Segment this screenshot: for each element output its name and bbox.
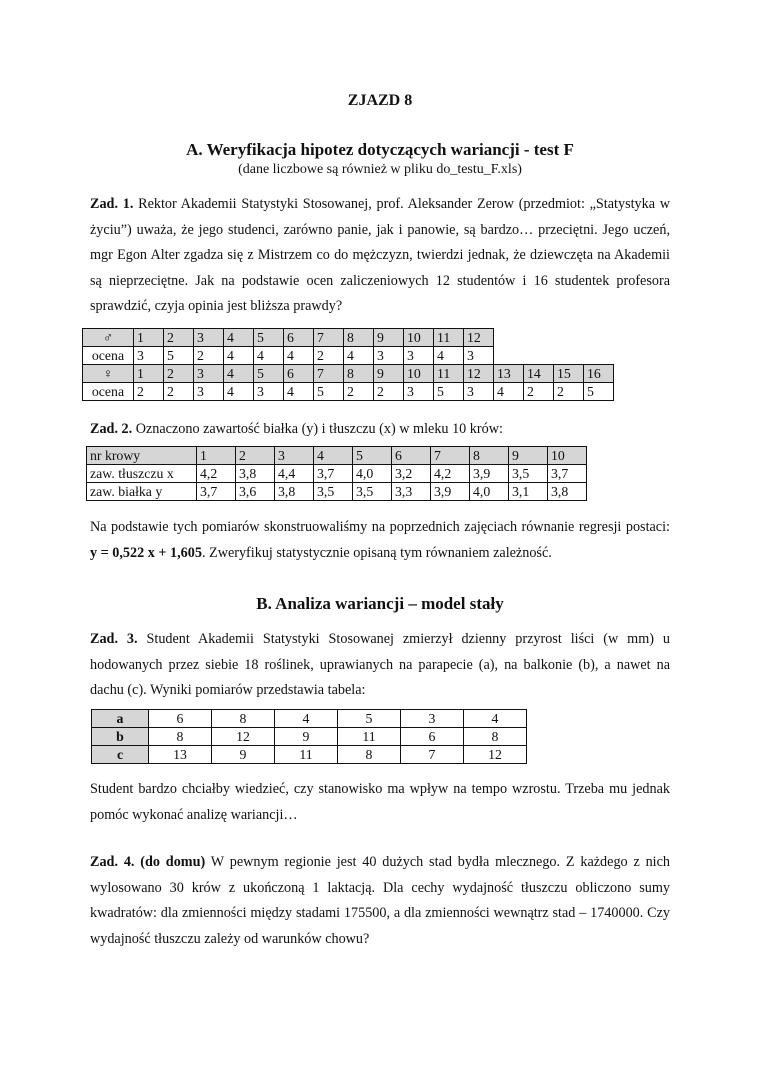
male-grade-cell: 4: [344, 347, 374, 365]
growth-row-label: a: [92, 710, 149, 728]
growth-value-cell: 7: [401, 746, 464, 764]
male-index-cell: 4: [224, 329, 254, 347]
protein-value-cell: 3,3: [392, 483, 431, 501]
empty-cell: [584, 329, 614, 347]
female-index-row: [83, 365, 614, 383]
growth-row: [92, 728, 527, 746]
empty-cell: [494, 347, 524, 365]
female-index-cell: 12: [464, 365, 494, 383]
cow-number-cell: 6: [392, 447, 431, 465]
growth-value-cell: 4: [464, 710, 527, 728]
fat-value-cell: 4,0: [353, 465, 392, 483]
fat-value-cell: 3,7: [548, 465, 587, 483]
fat-value-cell: 4,2: [431, 465, 470, 483]
female-index-cell: 11: [434, 365, 464, 383]
protein-value-cell: 3,9: [431, 483, 470, 501]
male-index-cell: 3: [194, 329, 224, 347]
growth-row: [92, 746, 527, 764]
cow-number-cell: 4: [314, 447, 353, 465]
male-grade-cell: 4: [284, 347, 314, 365]
fat-value-cell: 4,4: [275, 465, 314, 483]
zad4-label: Zad. 4. (do domu): [90, 854, 206, 870]
female-grade-cell: 3: [464, 383, 494, 401]
female-grade-cell: 5: [434, 383, 464, 401]
female-grade-cell: 2: [134, 383, 164, 401]
fat-value-cell: 4,2: [197, 465, 236, 483]
fat-row: [87, 465, 587, 483]
fat-value-cell: 3,5: [509, 465, 548, 483]
growth-value-cell: 11: [275, 746, 338, 764]
fat-value-cell: 3,7: [314, 465, 353, 483]
protein-value-cell: 3,5: [353, 483, 392, 501]
row-label-cell: ocena: [83, 347, 134, 365]
female-grade-cell: 4: [224, 383, 254, 401]
section-a-heading: A. Weryfikacja hipotez dotyczących wariancji - test F: [186, 140, 574, 159]
male-index-cell: 7: [314, 329, 344, 347]
female-index-cell: 8: [344, 365, 374, 383]
protein-row: [87, 483, 587, 501]
plant-growth-table: [91, 709, 527, 764]
female-index-cell: 4: [224, 365, 254, 383]
growth-row-label: c: [92, 746, 149, 764]
protein-value-cell: 3,8: [275, 483, 314, 501]
male-index-cell: 1: [134, 329, 164, 347]
female-grade-cell: 3: [254, 383, 284, 401]
female-index-cell: 6: [284, 365, 314, 383]
male-grade-cell: 4: [254, 347, 284, 365]
empty-cell: [554, 347, 584, 365]
female-index-cell: 10: [404, 365, 434, 383]
female-grade-cell: 5: [314, 383, 344, 401]
female-index-cell: 7: [314, 365, 344, 383]
cow-number-cell: 3: [275, 447, 314, 465]
zad3-paragraph: [90, 627, 670, 704]
male-index-cell: 8: [344, 329, 374, 347]
row-label-cell: ocena: [83, 383, 134, 401]
female-grade-cell: 3: [194, 383, 224, 401]
empty-cell: [524, 329, 554, 347]
cow-number-cell: 8: [470, 447, 509, 465]
female-index-cell: 1: [134, 365, 164, 383]
fat-value-cell: 3,2: [392, 465, 431, 483]
page-title: ZJAZD 8: [347, 92, 413, 109]
male-index-cell: 9: [374, 329, 404, 347]
section-b-heading: B. Analiza wariancji – model stały: [256, 594, 504, 613]
zad4-text: W pewnym regionie jest 40 dużych stad bydła mlecznego. Z każdego z nich wylosowano 30 krów z ukończoną 1 laktacją. Dla cechy wydajność tłuszczu obliczono sumy kwadratów: dla zmienności między stadami 175500, a dla zmienności wewnątrz stad – 1740000. Czy wydajność tłuszczu zależy od warunków chowu?: [90, 854, 671, 947]
growth-value-cell: 8: [212, 710, 275, 728]
empty-cell: [584, 347, 614, 365]
zad1-label: Zad. 1.: [90, 196, 134, 212]
female-index-cell: 2: [164, 365, 194, 383]
female-grade-cell: 2: [524, 383, 554, 401]
zad2-text: Oznaczono zawartość białka (y) i tłuszczu (x) w mleku 10 krów:: [132, 421, 503, 437]
female-grade-cell: 2: [164, 383, 194, 401]
fat-value-cell: 3,8: [236, 465, 275, 483]
female-index-cell: 3: [194, 365, 224, 383]
female-index-cell: 15: [554, 365, 584, 383]
protein-value-cell: 3,6: [236, 483, 275, 501]
female-grade-cell: 3: [404, 383, 434, 401]
female-index-cell: 14: [524, 365, 554, 383]
cow-number-cell: 7: [431, 447, 470, 465]
grades-table: [82, 328, 614, 401]
growth-value-cell: 11: [338, 728, 401, 746]
male-symbol-cell: ♂: [83, 329, 134, 347]
section-a-note: (dane liczbowe są również w pliku do_testu_F.xls): [238, 162, 522, 177]
male-index-cell: 12: [464, 329, 494, 347]
zad1-paragraph: [90, 192, 670, 320]
zad3-text: Student Akademii Statystyki Stosowanej zmierzył dzienny przyrost liści (w mm) u hodowanych przez siebie 18 roślinek, uprawianych na parapecie (a), na balkonie (b), a nawet na dachu (c). Wyniki pomiarów przedstawia tabela:: [90, 631, 670, 698]
growth-value-cell: 8: [464, 728, 527, 746]
male-grade-cell: 2: [314, 347, 344, 365]
empty-cell: [524, 347, 554, 365]
cow-number-cell: 10: [548, 447, 587, 465]
zad2-paragraph-2: [90, 515, 670, 566]
zad3-paragraph-2: Student bardzo chciałby wiedzieć, czy stanowisko ma wpływ na tempo wzrostu. Trzeba mu jednak pomóc wykonać analizę wariancji…: [90, 781, 670, 823]
female-grade-cell: 4: [494, 383, 524, 401]
female-grade-cell: 4: [284, 383, 314, 401]
protein-value-cell: 3,5: [314, 483, 353, 501]
female-index-cell: 5: [254, 365, 284, 383]
growth-value-cell: 4: [275, 710, 338, 728]
cow-number-row: [87, 447, 587, 465]
growth-value-cell: 9: [212, 746, 275, 764]
cow-number-label: nr krowy: [87, 447, 197, 465]
male-grades-row: [83, 347, 614, 365]
growth-value-cell: 3: [401, 710, 464, 728]
empty-cell: [554, 329, 584, 347]
growth-value-cell: 13: [149, 746, 212, 764]
empty-cell: [494, 329, 524, 347]
cow-number-cell: 2: [236, 447, 275, 465]
growth-value-cell: 8: [149, 728, 212, 746]
male-grade-cell: 3: [374, 347, 404, 365]
zad4-paragraph: [90, 850, 670, 952]
male-grade-cell: 4: [434, 347, 464, 365]
zad2-text-2b: . Zweryfikuj statystycznie opisaną tym równaniem zależność.: [201, 544, 552, 561]
growth-value-cell: 6: [149, 710, 212, 728]
male-index-cell: 10: [404, 329, 434, 347]
male-grade-cell: 2: [194, 347, 224, 365]
male-index-cell: 2: [164, 329, 194, 347]
cow-number-cell: 5: [353, 447, 392, 465]
growth-value-cell: 12: [212, 728, 275, 746]
growth-value-cell: 12: [464, 746, 527, 764]
growth-value-cell: 8: [338, 746, 401, 764]
protein-value-cell: 3,7: [197, 483, 236, 501]
fat-value-cell: 3,9: [470, 465, 509, 483]
growth-value-cell: 9: [275, 728, 338, 746]
male-grade-cell: 3: [404, 347, 434, 365]
protein-label: zaw. białka y: [87, 483, 197, 501]
male-grade-cell: 3: [134, 347, 164, 365]
male-grade-cell: 4: [224, 347, 254, 365]
female-index-cell: 9: [374, 365, 404, 383]
zad2-text-2a: Na podstawie tych pomiarów skonstruowaliśmy na poprzednich zajęciach równanie regresji postaci:: [90, 519, 670, 535]
regression-equation: y = 0,522 x + 1,605: [90, 544, 202, 561]
female-grade-cell: 2: [344, 383, 374, 401]
male-index-cell: 6: [284, 329, 314, 347]
female-grade-cell: 5: [584, 383, 614, 401]
growth-row-label: b: [92, 728, 149, 746]
male-index-cell: 5: [254, 329, 284, 347]
milk-table: [86, 446, 587, 501]
male-index-row: [83, 329, 614, 347]
female-symbol-cell: ♀: [83, 365, 134, 383]
cow-number-cell: 1: [197, 447, 236, 465]
growth-value-cell: 5: [338, 710, 401, 728]
zad1-text: Rektor Akademii Statystyki Stosowanej, prof. Aleksander Zerow (przedmiot: „Statystyka w życiu”) uważa, że jego studenci, zarówno panie, jak i panowie, są bardzo… przeciętni. Jego uczeń, mgr Egon Alter zgadza się z Mistrzem co do mężczyzn, twierdzi jednak, że dziewczęta na Akademii są nieprzeciętne. Jak na podstawie ocen zaliczeniowych 12 studentów i 16 studentek profesora sprawdzić, czyja opinia jest bliższa prawdy?: [90, 196, 671, 314]
zad3-label: Zad. 3.: [90, 631, 138, 647]
female-grade-cell: 2: [374, 383, 404, 401]
zad2-label: Zad. 2.: [90, 421, 133, 437]
protein-value-cell: 3,1: [509, 483, 548, 501]
protein-value-cell: 3,8: [548, 483, 587, 501]
fat-label: zaw. tłuszczu x: [87, 465, 197, 483]
protein-value-cell: 4,0: [470, 483, 509, 501]
male-grade-cell: 3: [464, 347, 494, 365]
male-index-cell: 11: [434, 329, 464, 347]
female-grades-row: [83, 383, 614, 401]
female-index-cell: 13: [494, 365, 524, 383]
female-index-cell: 16: [584, 365, 614, 383]
cow-number-cell: 9: [509, 447, 548, 465]
growth-row: [92, 710, 527, 728]
zad2-paragraph: [90, 417, 670, 443]
female-grade-cell: 2: [554, 383, 584, 401]
growth-value-cell: 6: [401, 728, 464, 746]
male-grade-cell: 5: [164, 347, 194, 365]
